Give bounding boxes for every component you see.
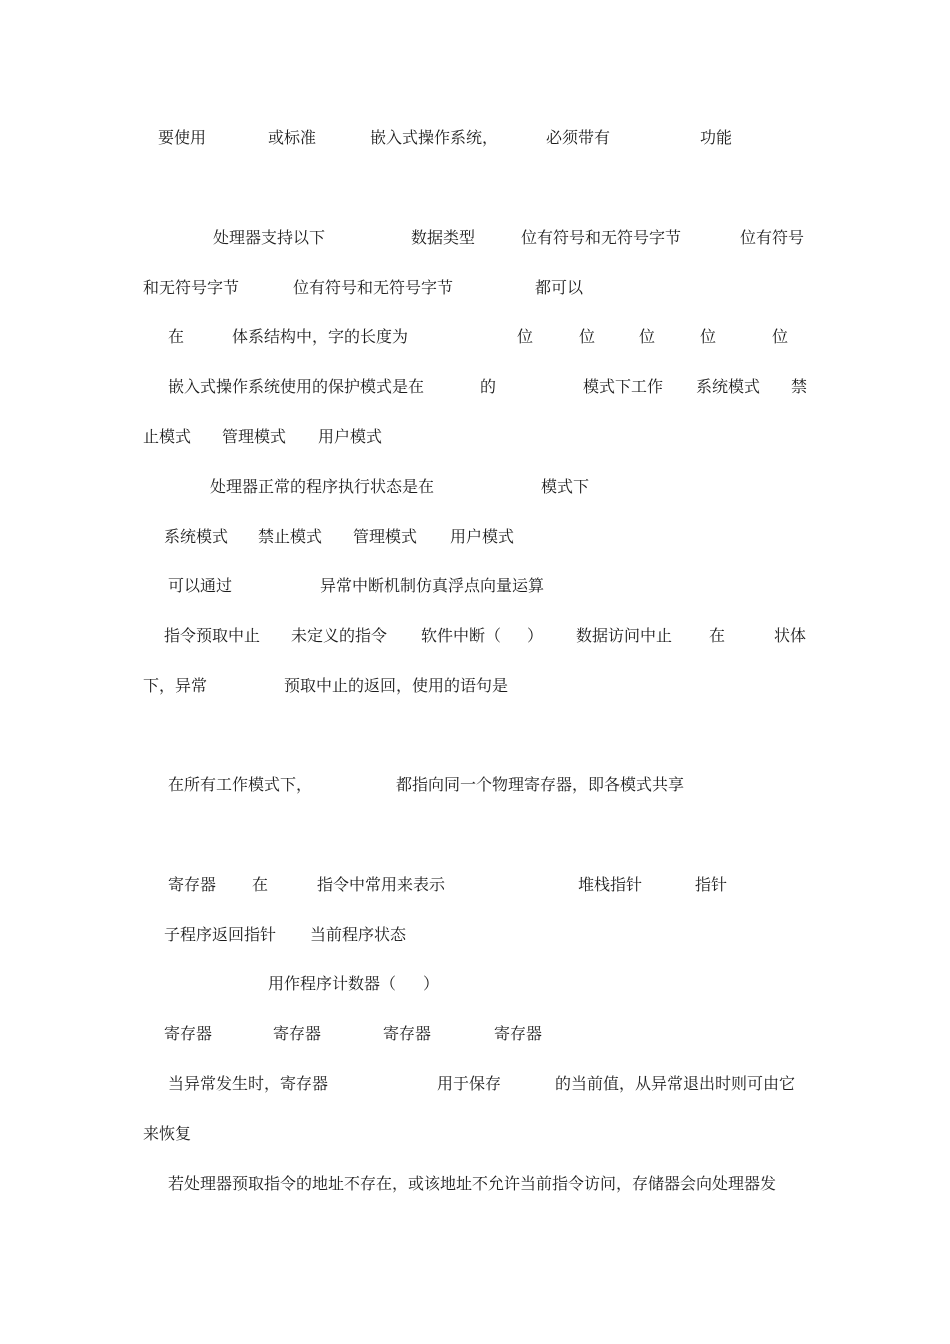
text-segment: 的	[480, 377, 497, 396]
text-segment: 来恢复	[143, 1124, 192, 1143]
text-segment: 嵌入式操作系统，	[370, 128, 499, 147]
text-line-7	[0, 475, 950, 499]
text-line-6	[0, 425, 950, 449]
text-segment: 的当前值，从异常退出时则可由它	[555, 1074, 796, 1093]
text-line-15	[0, 972, 950, 996]
text-segment: 要使用	[158, 128, 207, 147]
text-segment: 模式下	[541, 477, 590, 496]
text-line-11	[0, 674, 950, 698]
text-segment: 预取中止的返回，使用的语句是	[284, 676, 509, 695]
text-line-16	[0, 1022, 950, 1046]
text-segment: 用户模式	[318, 427, 383, 446]
text-segment: ）	[423, 974, 440, 993]
text-line-4	[0, 325, 950, 349]
text-segment: 未定义的指令	[291, 626, 388, 645]
text-segment: 状体	[774, 626, 807, 645]
text-segment: 位有符号和无符号字节	[521, 228, 682, 247]
text-line-10	[0, 624, 950, 648]
text-segment: 系统模式	[164, 527, 229, 546]
text-segment: 数据类型	[411, 228, 476, 247]
text-segment: 系统模式	[696, 377, 761, 396]
text-line-18	[0, 1122, 950, 1146]
text-segment: 软件中断（	[421, 626, 502, 645]
text-segment: 可以通过	[168, 576, 233, 595]
text-line-17	[0, 1072, 950, 1096]
text-segment: 用户模式	[450, 527, 515, 546]
text-segment: 在所有工作模式下，	[168, 775, 313, 794]
text-segment: 或标准	[268, 128, 317, 147]
text-segment: 若处理器预取指令的地址不存在，或该地址不允许当前指令访问，存储器会向处理器发	[168, 1174, 777, 1193]
text-segment: 寄存器	[273, 1024, 322, 1043]
text-line-12	[0, 773, 950, 797]
text-segment: 寄存器	[168, 875, 217, 894]
text-segment: 位	[772, 327, 789, 346]
text-line-13	[0, 873, 950, 897]
text-line-14	[0, 923, 950, 947]
text-segment: 位	[579, 327, 596, 346]
text-segment: 禁	[791, 377, 808, 396]
text-segment: 处理器正常的程序执行状态是在	[210, 477, 435, 496]
text-segment: 堆栈指针	[578, 875, 643, 894]
text-line-2	[0, 226, 950, 250]
text-segment: 位	[639, 327, 656, 346]
text-segment: 管理模式	[353, 527, 418, 546]
text-line-19	[0, 1172, 950, 1196]
text-segment: 下，异常	[143, 676, 208, 695]
text-segment: 数据访问中止	[576, 626, 673, 645]
text-segment: 在	[252, 875, 269, 894]
text-segment: 寄存器	[494, 1024, 543, 1043]
text-segment: 当前程序状态	[310, 925, 407, 944]
text-line-3	[0, 276, 950, 300]
text-segment: 嵌入式操作系统使用的保护模式是在	[168, 377, 425, 396]
text-segment: 异常中断机制仿真浮点向量运算	[320, 576, 545, 595]
text-segment: 和无符号字节	[143, 278, 240, 297]
text-segment: 子程序返回指针	[164, 925, 277, 944]
text-segment: 位	[517, 327, 534, 346]
text-segment: 处理器支持以下	[213, 228, 326, 247]
text-segment: 体系结构中，字的长度为	[232, 327, 409, 346]
text-segment: 必须带有	[546, 128, 611, 147]
text-segment: 位有符号	[740, 228, 805, 247]
text-line-8	[0, 525, 950, 549]
text-segment: 指针	[695, 875, 728, 894]
text-segment: 禁止模式	[258, 527, 323, 546]
text-segment: 位	[700, 327, 717, 346]
text-segment: 指令中常用来表示	[317, 875, 446, 894]
text-segment: 当异常发生时，寄存器	[168, 1074, 329, 1093]
text-segment: 都指向同一个物理寄存器，即各模式共享	[396, 775, 685, 794]
text-segment: 止模式	[143, 427, 192, 446]
text-line-1	[0, 126, 950, 150]
text-segment: 用于保存	[437, 1074, 502, 1093]
text-line-5	[0, 375, 950, 399]
text-segment: 功能	[700, 128, 733, 147]
text-segment: 寄存器	[164, 1024, 213, 1043]
text-line-9	[0, 574, 950, 598]
text-segment: 在	[168, 327, 185, 346]
text-segment: 在	[709, 626, 726, 645]
text-segment: 都可以	[535, 278, 584, 297]
text-segment: 指令预取中止	[164, 626, 261, 645]
text-segment: 用作程序计数器（	[268, 974, 397, 993]
text-segment: 模式下工作	[583, 377, 664, 396]
text-segment: 寄存器	[383, 1024, 432, 1043]
text-segment: 位有符号和无符号字节	[293, 278, 454, 297]
text-segment: ）	[527, 626, 544, 645]
text-segment: 管理模式	[222, 427, 287, 446]
